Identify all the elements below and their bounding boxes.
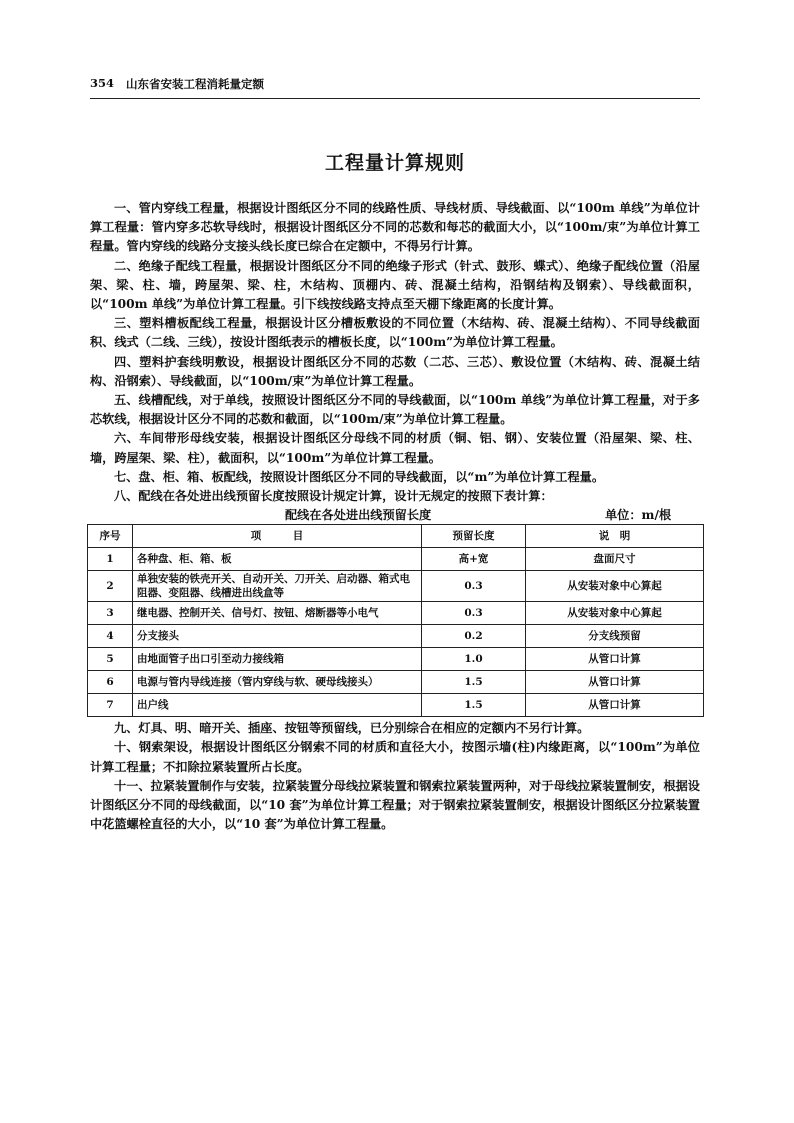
cell-item: 单独安装的铁壳开关、自动开关、刀开关、启动器、箱式电阻器、变阻器、线槽进出线盒等 — [133, 571, 422, 602]
paragraph-6: 六、车间带形母线安装，根据设计图纸区分母线不同的材质（铜、铝、钢）、安装位置（沿屋架、梁、柱、墙，跨屋架、梁、柱），截面积，以“100m”为单位计算工程量。 — [90, 431, 700, 465]
paragraph-2: 二、绝缘子配线工程量，根据设计图纸区分不同的绝缘子形式（针式、鼓形、蝶式）、绝缘子配线位置（沿屋架、梁、柱、墙，跨屋架、梁、柱，木结构、顶棚内、砖、混凝土结构，沿钢结构及钢索）、导线截面积，以“100m 单线”为单位计算工程量。引下线按线路支持点至天棚下缘距离的长度计算。 — [90, 258, 700, 312]
paragraph-5: 五、线槽配线，对于单线，按照设计图纸区分不同的导线截面，以“100m 单线”为单位计算工程量，对于多芯软线，根据设计区分不同的芯数和截面，以“100m/束”为单位计算工程量。 — [90, 393, 700, 427]
cell-desc: 盘面尺寸 — [526, 548, 704, 571]
cell-no: 2 — [88, 571, 133, 602]
cell-length: 0.3 — [422, 571, 526, 602]
cell-length: 1.5 — [422, 671, 526, 694]
table-row — [88, 694, 704, 717]
book-title: 山东省安装工程消耗量定额 — [126, 77, 265, 91]
paragraph-3: 三、塑料槽板配线工程量，根据设计区分槽板敷设的不同位置（木结构、砖、混凝土结构）、不同导线截面积、线式（二线、三线），按设计图纸表示的槽板长度，以“100m”为单位计算工程量。 — [90, 316, 700, 350]
reserve-length-table — [87, 524, 704, 717]
cell-item: 各种盘、柜、箱、板 — [133, 548, 422, 571]
paragraph-7: 七、盘、柜、箱、板配线，按照设计图纸区分不同的导线截面，以“m”为单位计算工程量。 — [114, 469, 605, 484]
header-item: 项 目 — [133, 525, 422, 548]
header-no: 序号 — [88, 525, 133, 548]
cell-item: 继电器、控制开关、信号灯、按钮、熔断器等小电气 — [133, 602, 422, 625]
table-unit: 单位：m/根 — [605, 508, 672, 523]
paragraph-8: 八、配线在各处进出线预留长度按照设计规定计算，设计无规定的按照下表计算： — [114, 489, 553, 504]
paragraph-9: 九、灯具、明、暗开关、插座、按钮等预留线，已分别综合在相应的定额内不另行计算。 — [114, 721, 590, 736]
cell-length: 0.3 — [422, 602, 526, 625]
cell-item: 出户线 — [133, 694, 422, 717]
cell-length: 1.5 — [422, 694, 526, 717]
table-row — [88, 571, 704, 602]
table-row — [88, 548, 704, 571]
table-row — [88, 625, 704, 648]
cell-no: 1 — [88, 548, 133, 571]
cell-desc: 分支线预留 — [526, 625, 704, 648]
paragraph-1: 一、管内穿线工程量，根据设计图纸区分不同的线路性质、导线材质、导线截面、以“100m 单线”为单位计算工程量：管内穿多芯软导线时，根据设计图纸区分不同的芯数和每芯的截面大小，以“100m/束”为单位计算工程量。管内穿线的线路分支接头线长度已综合在定额中，不得另行计算。 — [90, 201, 700, 254]
table-caption — [90, 506, 700, 524]
page-number: 354 — [90, 76, 115, 90]
cell-no: 7 — [88, 694, 133, 717]
document-body — [90, 199, 700, 834]
header-length: 预留长度 — [422, 525, 526, 548]
cell-length: 高+宽 — [422, 548, 526, 571]
header-rule — [90, 98, 700, 99]
table-row — [88, 671, 704, 694]
cell-no: 5 — [88, 648, 133, 671]
paragraph-11: 十一、拉紧装置制作与安装，拉紧装置分母线拉紧装置和钢索拉紧装置两种，对于母线拉紧装置制安，根据设计图纸区分不同的母线截面，以“10 套”为单位计算工程量；对于钢索拉紧装置制安，根据设计图纸区分拉紧装置中花篮螺栓直径的大小，以“10 套”为单位计算工程量。 — [90, 778, 700, 832]
cell-item: 电源与管内导线连接（管内穿线与软、硬母线接头） — [133, 671, 422, 694]
table-row — [88, 648, 704, 671]
cell-desc: 从安装对象中心算起 — [526, 571, 704, 602]
paragraph-10: 十、钢索架设，根据设计图纸区分钢索不同的材质和直径大小，按图示墙(柱)内缘距离，以“100m”为单位计算工程量；不扣除拉紧装置所占长度。 — [90, 740, 700, 774]
cell-no: 6 — [88, 671, 133, 694]
cell-item: 由地面管子出口引至动力接线箱 — [133, 648, 422, 671]
cell-desc: 从安装对象中心算起 — [526, 602, 704, 625]
cell-length: 1.0 — [422, 648, 526, 671]
cell-no: 3 — [88, 602, 133, 625]
cell-desc: 从管口计算 — [526, 671, 704, 694]
cell-item: 分支接头 — [133, 625, 422, 648]
header-desc: 说 明 — [526, 525, 704, 548]
table-row — [88, 602, 704, 625]
cell-desc: 从管口计算 — [526, 648, 704, 671]
cell-desc: 从管口计算 — [526, 694, 704, 717]
page-title: 工程量计算规则 — [324, 152, 465, 174]
paragraph-4: 四、塑料护套线明敷设，根据设计图纸区分不同的芯数（二芯、三芯）、敷设位置（木结构、砖、混凝土结构、沿钢索）、导线截面，以“100m/束”为单位计算工程量。 — [90, 354, 700, 388]
table-header-row — [88, 525, 704, 548]
cell-no: 4 — [88, 625, 133, 648]
table-title: 配线在各处进出线预留长度 — [285, 508, 432, 523]
running-header — [90, 76, 700, 92]
cell-length: 0.2 — [422, 625, 526, 648]
paragraphs-after-table — [90, 719, 700, 834]
